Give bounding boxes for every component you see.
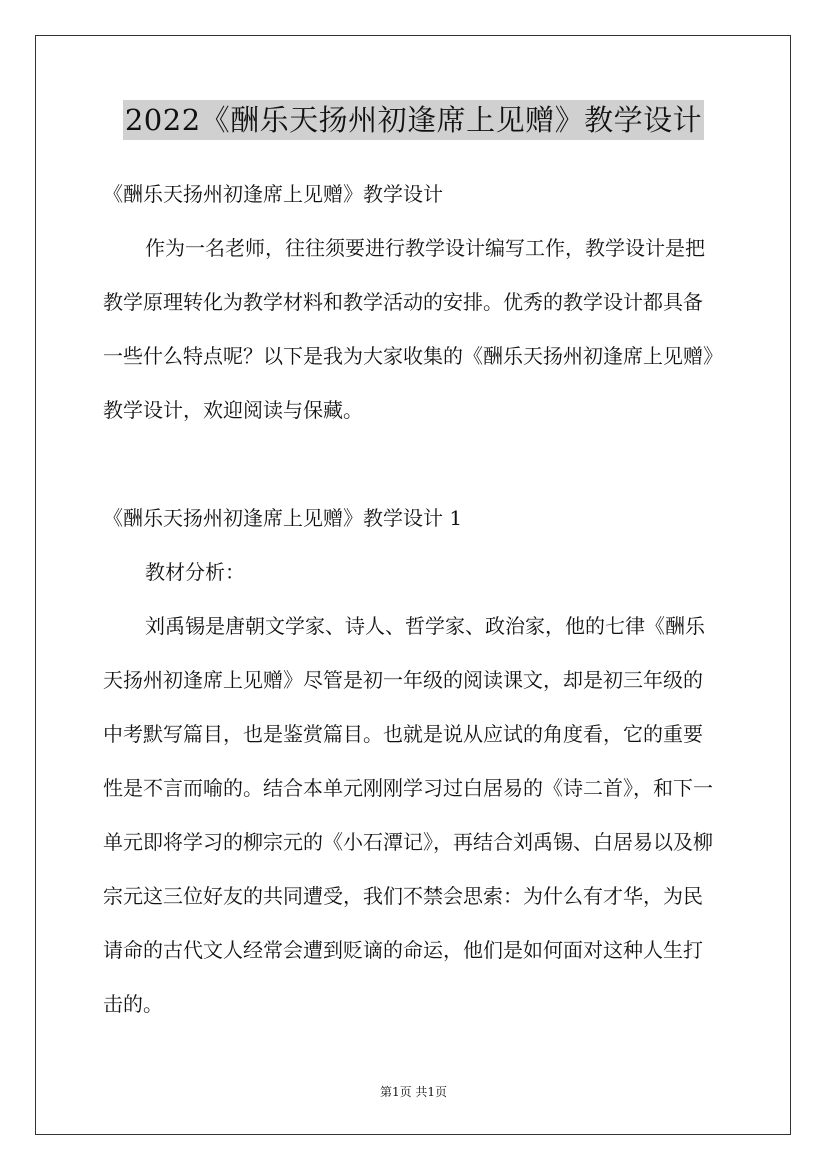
body-line: 性是不言而喻的。结合本单元刚刚学习过白居易的《诗二首》，和下一 — [103, 776, 713, 800]
intro-line: 作为一名老师，往往须要进行教学设计编写工作，教学设计是把 — [145, 236, 705, 260]
body-line: 刘禹锡是唐朝文学家、诗人、哲学家、政治家，他的七律《酬乐 — [145, 614, 705, 638]
document-subtitle: 《酬乐天扬州初逢席上见赠》教学设计 — [103, 182, 443, 206]
document-title: 2022《酬乐天扬州初逢席上见赠》教学设计 — [123, 100, 704, 140]
body-line: 中考默写篇目，也是鉴赏篇目。也就是说从应试的角度看，它的重要 — [103, 722, 703, 746]
intro-line: 教学设计，欢迎阅读与保藏。 — [103, 398, 363, 422]
body-line: 宗元这三位好友的共同遭受，我们不禁会思索：为什么有才华，为民 — [103, 884, 703, 908]
page-footer: 第1页 共1页 — [379, 1085, 448, 1099]
body-line: 请命的古代文人经常会遭到贬谪的命运，他们是如何面对这种人生打 — [103, 938, 703, 962]
body-line: 天扬州初逢席上见赠》尽管是初一年级的阅读课文，却是初三年级的 — [103, 668, 703, 692]
intro-line: 一些什么特点呢？以下是我为大家收集的《酬乐天扬州初逢席上见赠》 — [103, 344, 723, 368]
intro-line: 教学原理转化为教学材料和教学活动的安排。优秀的教学设计都具备 — [103, 290, 703, 314]
body-line: 击的。 — [103, 992, 163, 1016]
body-line: 单元即将学习的柳宗元的《小石潭记》，再结合刘禹锡、白居易以及柳 — [103, 830, 713, 854]
section-heading: 《酬乐天扬州初逢席上见赠》教学设计 1 — [103, 506, 463, 530]
analysis-label: 教材分析： — [145, 560, 245, 584]
title-container — [0, 100, 827, 140]
